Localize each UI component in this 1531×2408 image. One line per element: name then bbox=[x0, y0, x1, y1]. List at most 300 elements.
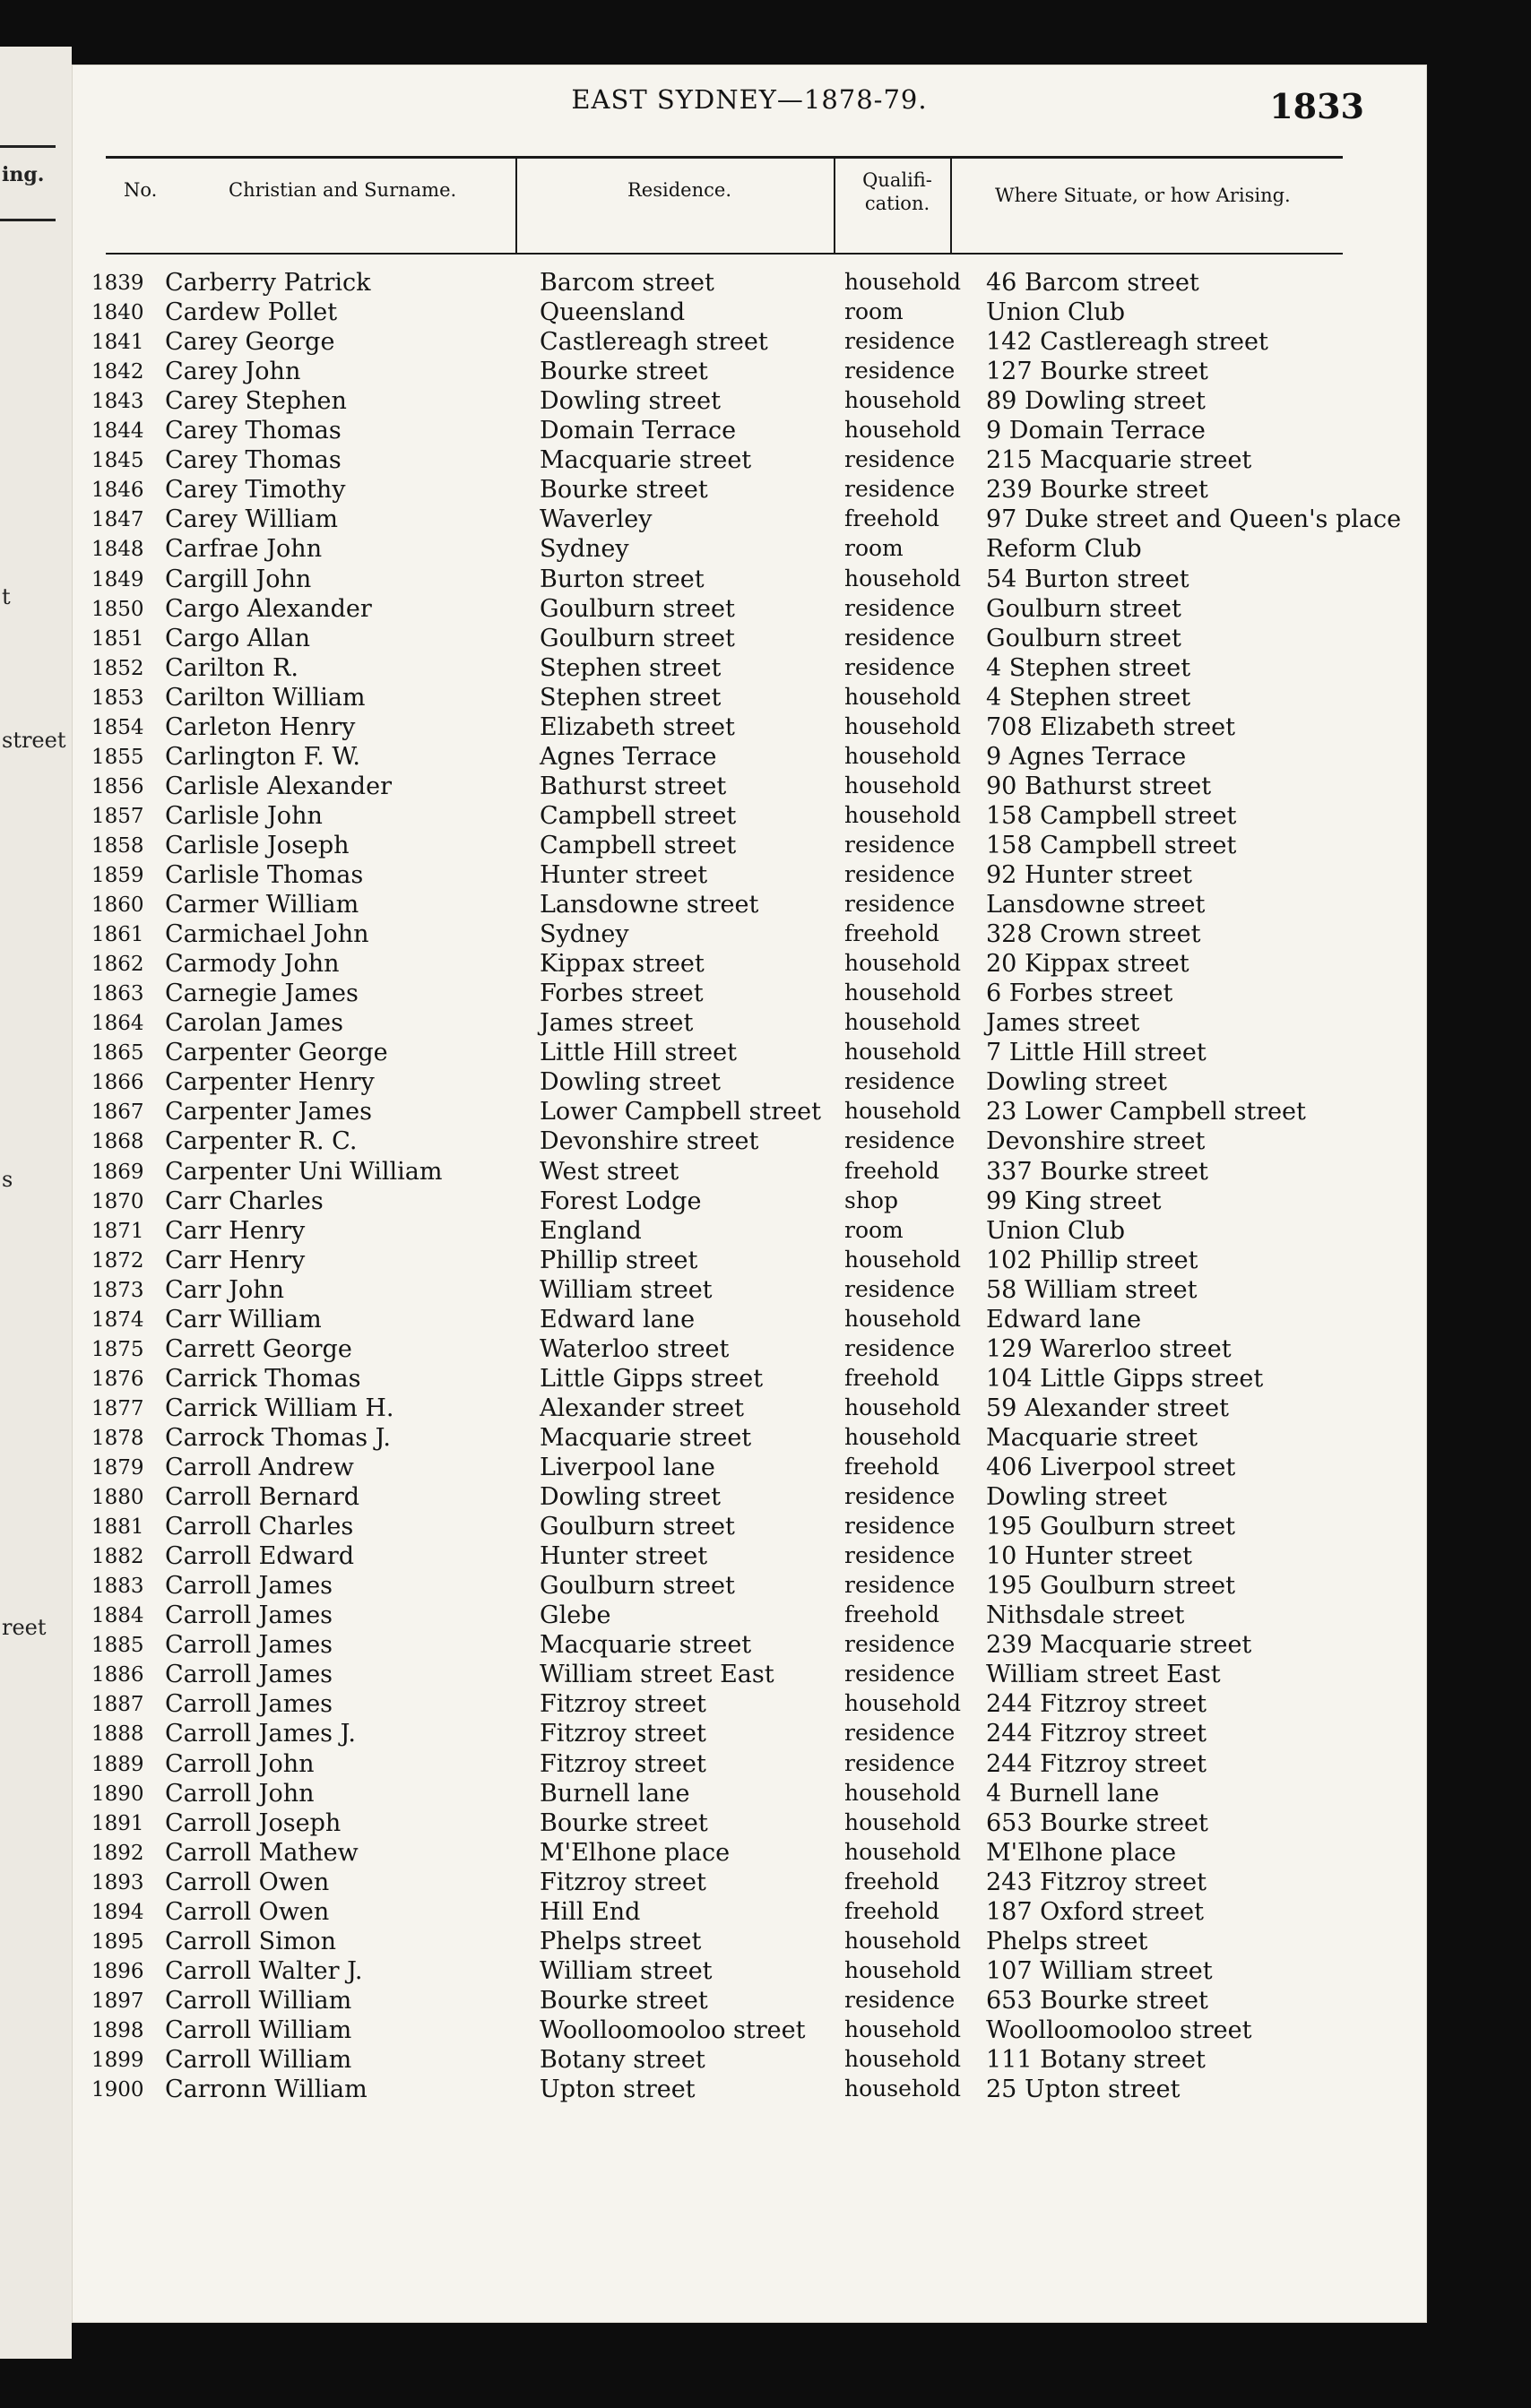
entry-residence: Little Hill street bbox=[540, 1039, 737, 1067]
entry-number: 1871 bbox=[91, 1219, 144, 1243]
entry-qualification: household bbox=[844, 2015, 962, 2042]
entry-residence: Sydney bbox=[540, 535, 629, 564]
entry-residence: Lansdowne street bbox=[540, 891, 759, 919]
entry-number: 1850 bbox=[91, 597, 144, 621]
table-row bbox=[91, 1957, 1400, 1987]
entry-name: Carroll James bbox=[165, 1601, 333, 1630]
table-row bbox=[91, 832, 1400, 861]
entry-residence: England bbox=[540, 1216, 642, 1245]
table-row bbox=[91, 1127, 1400, 1157]
entry-residence: Stephen street bbox=[540, 653, 722, 682]
entry-qualification: household bbox=[844, 1246, 962, 1273]
table-row bbox=[91, 1839, 1400, 1869]
entry-residence: Elizabeth street bbox=[540, 712, 735, 741]
entry-number: 1860 bbox=[91, 893, 144, 918]
entry-qualification: household bbox=[844, 1838, 962, 1865]
entry-qualification: household bbox=[844, 712, 962, 739]
entry-qualification: shop bbox=[844, 1187, 898, 1213]
entry-where-situate: Macquarie street bbox=[986, 1423, 1198, 1452]
table-row bbox=[91, 980, 1400, 1009]
entry-residence: Botany street bbox=[540, 2046, 705, 2074]
entry-qualification: household bbox=[844, 269, 962, 295]
entry-where-situate: Goulburn street bbox=[986, 594, 1181, 623]
entry-where-situate: 243 Fitzroy street bbox=[986, 1868, 1207, 1896]
entry-where-situate: 25 Upton street bbox=[986, 2076, 1181, 2104]
entry-where-situate: 708 Elizabeth street bbox=[986, 712, 1235, 741]
entry-residence: Bourke street bbox=[540, 1808, 708, 1837]
entry-residence: Barcom street bbox=[540, 269, 714, 297]
entry-qualification: freehold bbox=[844, 1157, 939, 1184]
entry-number: 1893 bbox=[91, 1870, 144, 1894]
entry-where-situate: Phelps street bbox=[986, 1927, 1148, 1955]
col-header-residence: Residence. bbox=[627, 179, 731, 201]
entry-qualification: freehold bbox=[844, 920, 939, 947]
entry-where-situate: Dowling street bbox=[986, 1483, 1167, 1512]
entry-where-situate: Dowling street bbox=[986, 1068, 1167, 1097]
entry-residence: Stephen street bbox=[540, 683, 722, 712]
entry-qualification: residence bbox=[844, 624, 956, 651]
entry-qualification: residence bbox=[844, 328, 956, 355]
entry-residence: Goulburn street bbox=[540, 1513, 735, 1541]
entry-residence: Glebe bbox=[540, 1601, 611, 1630]
entry-name: Carroll James bbox=[165, 1631, 333, 1660]
table-row bbox=[91, 1631, 1400, 1661]
table-row bbox=[91, 298, 1400, 328]
entry-name: Carroll James bbox=[165, 1690, 333, 1719]
entry-qualification: freehold bbox=[844, 505, 939, 532]
entry-where-situate: 127 Bourke street bbox=[986, 358, 1208, 386]
entry-where-situate: 99 King street bbox=[986, 1187, 1162, 1215]
entry-qualification: household bbox=[844, 1305, 962, 1332]
entry-residence: Macquarie street bbox=[540, 446, 752, 475]
table-row bbox=[91, 1247, 1400, 1276]
entry-where-situate: Woolloomooloo street bbox=[986, 2015, 1252, 2044]
entry-qualification: residence bbox=[844, 594, 956, 621]
entry-number: 1881 bbox=[91, 1515, 144, 1540]
entry-where-situate: 215 Macquarie street bbox=[986, 446, 1252, 475]
adjoining-page-fragment bbox=[0, 47, 72, 2359]
entry-name: Carroll William bbox=[165, 1986, 352, 2015]
entry-residence: Dowling street bbox=[540, 1483, 721, 1512]
entry-qualification: household bbox=[844, 742, 962, 769]
entry-where-situate: 58 William street bbox=[986, 1275, 1198, 1304]
entry-where-situate: 239 Macquarie street bbox=[986, 1631, 1252, 1660]
entry-where-situate: 46 Barcom street bbox=[986, 269, 1199, 297]
entry-number: 1858 bbox=[91, 833, 144, 858]
entry-residence: West street bbox=[540, 1157, 679, 1186]
entry-number: 1883 bbox=[91, 1575, 144, 1599]
table-row bbox=[91, 1601, 1400, 1631]
table-row bbox=[91, 920, 1400, 950]
table-row bbox=[91, 1009, 1400, 1039]
entry-qualification: residence bbox=[844, 861, 956, 887]
entry-number: 1869 bbox=[91, 1160, 144, 1184]
entry-name: Carilton R. bbox=[165, 653, 298, 682]
entry-number: 1897 bbox=[91, 1989, 144, 2013]
entry-number: 1885 bbox=[91, 1634, 144, 1658]
entry-name: Cargill John bbox=[165, 565, 312, 593]
entry-residence: Edward lane bbox=[540, 1305, 696, 1333]
col-header-no: No. bbox=[124, 179, 158, 201]
entry-name: Carrick William H. bbox=[165, 1394, 394, 1422]
entry-where-situate: Reform Club bbox=[986, 535, 1142, 564]
entry-name: Carroll Joseph bbox=[165, 1808, 342, 1837]
entry-residence: Fitzroy street bbox=[540, 1868, 706, 1896]
entry-residence: Goulburn street bbox=[540, 594, 735, 623]
entry-name: Carlisle Thomas bbox=[165, 861, 364, 889]
table-row bbox=[91, 2076, 1400, 2105]
entry-name: Carroll Owen bbox=[165, 1868, 330, 1896]
entry-name: Carr John bbox=[165, 1275, 285, 1304]
entry-number: 1851 bbox=[91, 626, 144, 651]
table-row bbox=[91, 1068, 1400, 1098]
table-row bbox=[91, 387, 1400, 417]
table-row bbox=[91, 1572, 1400, 1601]
table-row bbox=[91, 684, 1400, 713]
entry-where-situate: 92 Hunter street bbox=[986, 861, 1193, 889]
entry-qualification: household bbox=[844, 1808, 962, 1835]
entry-qualification: freehold bbox=[844, 1454, 939, 1480]
entry-qualification: household bbox=[844, 801, 962, 828]
entry-qualification: household bbox=[844, 2076, 962, 2102]
entry-where-situate: 195 Goulburn street bbox=[986, 1572, 1235, 1601]
entry-residence: Burnell lane bbox=[540, 1779, 690, 1808]
entry-number: 1884 bbox=[91, 1604, 144, 1628]
entry-qualification: household bbox=[844, 417, 962, 444]
entry-name: Carey George bbox=[165, 328, 335, 357]
entry-name: Carrock Thomas J. bbox=[165, 1423, 391, 1452]
entry-name: Carroll Simon bbox=[165, 1927, 337, 1955]
running-head: EAST SYDNEY—1878-79. bbox=[571, 84, 928, 115]
table-row bbox=[91, 505, 1400, 535]
entry-name: Carpenter Uni William bbox=[165, 1157, 443, 1186]
entry-residence: Bourke street bbox=[540, 476, 708, 505]
edge-fragment: ing. bbox=[2, 163, 45, 186]
entry-qualification: residence bbox=[844, 831, 956, 858]
entry-where-situate: M'Elhone place bbox=[986, 1838, 1177, 1867]
entry-residence: Waterloo street bbox=[540, 1334, 730, 1363]
entry-residence: Macquarie street bbox=[540, 1423, 752, 1452]
entry-name: Carroll James bbox=[165, 1661, 333, 1689]
entry-residence: Sydney bbox=[540, 920, 629, 949]
edge-fragment: reet bbox=[2, 1615, 47, 1640]
entry-where-situate: 244 Fitzroy street bbox=[986, 1690, 1207, 1719]
entry-name: Carroll William bbox=[165, 2046, 352, 2074]
entry-qualification: household bbox=[844, 1956, 962, 1983]
entry-name: Carrick Thomas bbox=[165, 1364, 361, 1393]
entry-residence: Fitzroy street bbox=[540, 1690, 706, 1719]
entry-number: 1872 bbox=[91, 1248, 144, 1273]
entry-name: Carroll James bbox=[165, 1572, 333, 1601]
entry-residence: William street bbox=[540, 1275, 713, 1304]
entry-residence: Hill End bbox=[540, 1897, 641, 1926]
entry-qualification: residence bbox=[844, 446, 956, 473]
entry-name: Carroll John bbox=[165, 1779, 315, 1808]
entry-residence: Goulburn street bbox=[540, 1572, 735, 1601]
table-row bbox=[91, 1394, 1400, 1424]
col-header-name: Christian and Surname. bbox=[229, 179, 457, 201]
entry-residence: Alexander street bbox=[540, 1394, 744, 1422]
entry-name: Carey John bbox=[165, 358, 301, 386]
table-row bbox=[91, 625, 1400, 654]
entry-where-situate: Union Club bbox=[986, 1216, 1125, 1245]
entry-number: 1862 bbox=[91, 953, 144, 977]
entry-qualification: freehold bbox=[844, 1601, 939, 1628]
entry-name: Cardew Pollet bbox=[165, 298, 338, 327]
entry-qualification: residence bbox=[844, 1127, 956, 1154]
entry-where-situate: 107 William street bbox=[986, 1956, 1213, 1985]
entry-residence: Forest Lodge bbox=[540, 1187, 702, 1215]
entry-where-situate: 653 Bourke street bbox=[986, 1808, 1208, 1837]
entry-qualification: residence bbox=[844, 1661, 956, 1687]
entry-where-situate: 20 Kippax street bbox=[986, 950, 1189, 979]
table-row bbox=[91, 535, 1400, 565]
entry-name: Carroll James J. bbox=[165, 1720, 356, 1748]
entry-where-situate: 10 Hunter street bbox=[986, 1542, 1193, 1571]
table-row bbox=[91, 328, 1400, 358]
table-row bbox=[91, 1750, 1400, 1780]
table-row bbox=[91, 595, 1400, 625]
entry-residence: Dowling street bbox=[540, 387, 721, 416]
page-number: 1833 bbox=[1269, 86, 1364, 126]
entry-number: 1864 bbox=[91, 1012, 144, 1036]
entry-residence: James street bbox=[540, 1009, 694, 1038]
entry-where-situate: Edward lane bbox=[986, 1305, 1142, 1333]
table-row bbox=[91, 1661, 1400, 1690]
table-row bbox=[91, 1987, 1400, 2016]
entry-name: Carmer William bbox=[165, 891, 359, 919]
edge-rule bbox=[0, 219, 56, 221]
entry-name: Carroll Mathew bbox=[165, 1838, 359, 1867]
table-row bbox=[91, 565, 1400, 595]
entry-where-situate: 9 Domain Terrace bbox=[986, 417, 1206, 445]
entry-number: 1894 bbox=[91, 1900, 144, 1924]
entry-number: 1899 bbox=[91, 2049, 144, 2072]
table-row bbox=[91, 1039, 1400, 1068]
entry-qualification: household bbox=[844, 1690, 962, 1717]
entry-where-situate: Union Club bbox=[986, 298, 1125, 327]
entry-where-situate: Nithsdale street bbox=[986, 1601, 1185, 1630]
table-row bbox=[91, 861, 1400, 891]
entry-qualification: freehold bbox=[844, 1364, 939, 1391]
entry-name: Carroll Andrew bbox=[165, 1454, 354, 1481]
entry-qualification: household bbox=[844, 683, 962, 710]
entry-name: Carronn William bbox=[165, 2076, 368, 2104]
entry-name: Carberry Patrick bbox=[165, 269, 371, 297]
entry-qualification: residence bbox=[844, 1334, 956, 1361]
entry-number: 1896 bbox=[91, 1959, 144, 1983]
entry-where-situate: Devonshire street bbox=[986, 1127, 1206, 1156]
edge-fragment: s bbox=[2, 1167, 13, 1192]
entry-where-situate: Goulburn street bbox=[986, 624, 1181, 652]
entry-number: 1840 bbox=[91, 301, 144, 325]
entry-residence: Liverpool lane bbox=[540, 1454, 715, 1481]
entry-qualification: residence bbox=[844, 1513, 956, 1540]
entry-number: 1879 bbox=[91, 1456, 144, 1480]
entry-name: Carroll Owen bbox=[165, 1897, 330, 1926]
entry-qualification: household bbox=[844, 950, 962, 977]
header-top-rule bbox=[106, 156, 1343, 159]
table-row bbox=[91, 1513, 1400, 1542]
entry-number: 1890 bbox=[91, 1782, 144, 1806]
entry-number: 1844 bbox=[91, 419, 144, 444]
entry-number: 1880 bbox=[91, 1486, 144, 1510]
entry-qualification: room bbox=[844, 298, 904, 325]
entry-where-situate: 337 Bourke street bbox=[986, 1157, 1208, 1186]
entry-number: 1892 bbox=[91, 1841, 144, 1865]
entry-where-situate: 142 Castlereagh street bbox=[986, 328, 1268, 357]
entry-name: Carmichael John bbox=[165, 920, 369, 949]
entry-qualification: freehold bbox=[844, 1868, 939, 1894]
table-row bbox=[91, 1483, 1400, 1513]
table-row bbox=[91, 1898, 1400, 1928]
entry-name: Carroll Charles bbox=[165, 1513, 354, 1541]
entry-name: Carroll Walter J. bbox=[165, 1956, 363, 1985]
entry-name: Carpenter R. C. bbox=[165, 1127, 358, 1156]
table-row bbox=[91, 1158, 1400, 1187]
entry-qualification: freehold bbox=[844, 1897, 939, 1924]
entry-where-situate: 59 Alexander street bbox=[986, 1394, 1229, 1422]
entry-where-situate: 244 Fitzroy street bbox=[986, 1749, 1207, 1778]
entry-qualification: household bbox=[844, 1009, 962, 1036]
entry-qualification: household bbox=[844, 1927, 962, 1954]
entry-residence: Fitzroy street bbox=[540, 1749, 706, 1778]
table-row bbox=[91, 358, 1400, 387]
entry-number: 1868 bbox=[91, 1130, 144, 1154]
entry-number: 1898 bbox=[91, 2018, 144, 2042]
entry-where-situate: 111 Botany street bbox=[986, 2046, 1206, 2074]
entry-where-situate: 6 Forbes street bbox=[986, 980, 1173, 1008]
entry-qualification: residence bbox=[844, 476, 956, 503]
entry-residence: Goulburn street bbox=[540, 624, 735, 652]
entry-qualification: residence bbox=[844, 891, 956, 918]
table-row bbox=[91, 654, 1400, 684]
entry-residence: Fitzroy street bbox=[540, 1720, 706, 1748]
entry-name: Carlington F. W. bbox=[165, 742, 360, 771]
entry-number: 1854 bbox=[91, 715, 144, 739]
entry-residence: Macquarie street bbox=[540, 1631, 752, 1660]
entry-qualification: household bbox=[844, 1039, 962, 1066]
entry-name: Carilton William bbox=[165, 683, 366, 712]
table-row bbox=[91, 772, 1400, 802]
entry-residence: Phelps street bbox=[540, 1927, 702, 1955]
entry-where-situate: 102 Phillip street bbox=[986, 1246, 1198, 1274]
entry-name: Carroll Bernard bbox=[165, 1483, 360, 1512]
entry-number: 1878 bbox=[91, 1426, 144, 1450]
entry-number: 1870 bbox=[91, 1189, 144, 1213]
entry-where-situate: 89 Dowling street bbox=[986, 387, 1206, 416]
entry-residence: Lower Campbell street bbox=[540, 1098, 821, 1126]
entry-where-situate: 4 Burnell lane bbox=[986, 1779, 1160, 1808]
entry-name: Carey Thomas bbox=[165, 417, 342, 445]
entry-residence: Forbes street bbox=[540, 980, 704, 1008]
entry-qualification: residence bbox=[844, 1720, 956, 1747]
entry-name: Cargo Alexander bbox=[165, 594, 372, 623]
entry-name: Carpenter Henry bbox=[165, 1068, 375, 1097]
entry-name: Carr William bbox=[165, 1305, 322, 1333]
entry-where-situate: 187 Oxford street bbox=[986, 1897, 1204, 1926]
entry-qualification: household bbox=[844, 1423, 962, 1450]
entry-residence: Burton street bbox=[540, 565, 705, 593]
entry-where-situate: 4 Stephen street bbox=[986, 683, 1191, 712]
entry-name: Carr Henry bbox=[165, 1246, 306, 1274]
entry-qualification: residence bbox=[844, 1275, 956, 1302]
entry-residence: Upton street bbox=[540, 2076, 696, 2104]
entry-number: 1842 bbox=[91, 360, 144, 384]
entry-residence: Hunter street bbox=[540, 861, 708, 889]
table-row bbox=[91, 1365, 1400, 1394]
entry-number: 1886 bbox=[91, 1663, 144, 1687]
table-row bbox=[91, 950, 1400, 980]
entry-qualification: household bbox=[844, 1779, 962, 1806]
entry-number: 1882 bbox=[91, 1545, 144, 1569]
entry-where-situate: 90 Bathurst street bbox=[986, 772, 1212, 800]
entry-number: 1855 bbox=[91, 745, 144, 769]
entry-residence: Queensland bbox=[540, 298, 686, 327]
entry-residence: Devonshire street bbox=[540, 1127, 759, 1156]
entry-number: 1839 bbox=[91, 272, 144, 295]
table-row bbox=[91, 1306, 1400, 1335]
entry-name: Carroll John bbox=[165, 1749, 315, 1778]
entry-name: Carroll William bbox=[165, 2015, 352, 2044]
entry-qualification: household bbox=[844, 2046, 962, 2072]
entry-name: Carlisle John bbox=[165, 801, 323, 830]
entry-number: 1900 bbox=[91, 2078, 144, 2102]
entry-number: 1848 bbox=[91, 538, 144, 562]
entry-where-situate: 195 Goulburn street bbox=[986, 1513, 1235, 1541]
entry-qualification: residence bbox=[844, 1483, 956, 1510]
entry-qualification: residence bbox=[844, 653, 956, 680]
table-row bbox=[91, 1690, 1400, 1720]
entry-residence: Kippax street bbox=[540, 950, 705, 979]
entry-residence: Bourke street bbox=[540, 1986, 708, 2015]
entry-number: 1874 bbox=[91, 1308, 144, 1332]
table-row bbox=[91, 446, 1400, 476]
entry-residence: Dowling street bbox=[540, 1068, 721, 1097]
entry-residence: Waverley bbox=[540, 505, 653, 534]
entry-number: 1877 bbox=[91, 1396, 144, 1420]
col-header-qualification: Qualifi-cation. bbox=[862, 169, 932, 214]
edge-rule bbox=[0, 145, 56, 148]
table-row bbox=[91, 476, 1400, 505]
entry-where-situate: 7 Little Hill street bbox=[986, 1039, 1207, 1067]
entry-number: 1841 bbox=[91, 331, 144, 355]
table-row bbox=[91, 1720, 1400, 1749]
entry-number: 1845 bbox=[91, 449, 144, 473]
entry-name: Carleton Henry bbox=[165, 712, 356, 741]
entry-number: 1856 bbox=[91, 774, 144, 798]
entry-where-situate: 104 Little Gipps street bbox=[986, 1364, 1264, 1393]
table-row bbox=[91, 802, 1400, 832]
table-row bbox=[91, 1217, 1400, 1247]
table-row bbox=[91, 713, 1400, 743]
entry-where-situate: 158 Campbell street bbox=[986, 831, 1237, 859]
entry-residence: William street East bbox=[540, 1661, 774, 1689]
table-row bbox=[91, 891, 1400, 920]
entry-name: Carlisle Joseph bbox=[165, 831, 350, 859]
entry-number: 1888 bbox=[91, 1722, 144, 1747]
entry-number: 1846 bbox=[91, 479, 144, 503]
entry-qualification: household bbox=[844, 772, 962, 798]
entry-number: 1865 bbox=[91, 1041, 144, 1066]
entry-residence: Hunter street bbox=[540, 1542, 708, 1571]
entry-residence: Bourke street bbox=[540, 358, 708, 386]
entry-number: 1859 bbox=[91, 864, 144, 887]
entry-residence: M'Elhone place bbox=[540, 1838, 731, 1867]
entry-residence: Campbell street bbox=[540, 801, 737, 830]
entry-number: 1889 bbox=[91, 1752, 144, 1776]
entry-name: Carlisle Alexander bbox=[165, 772, 392, 800]
